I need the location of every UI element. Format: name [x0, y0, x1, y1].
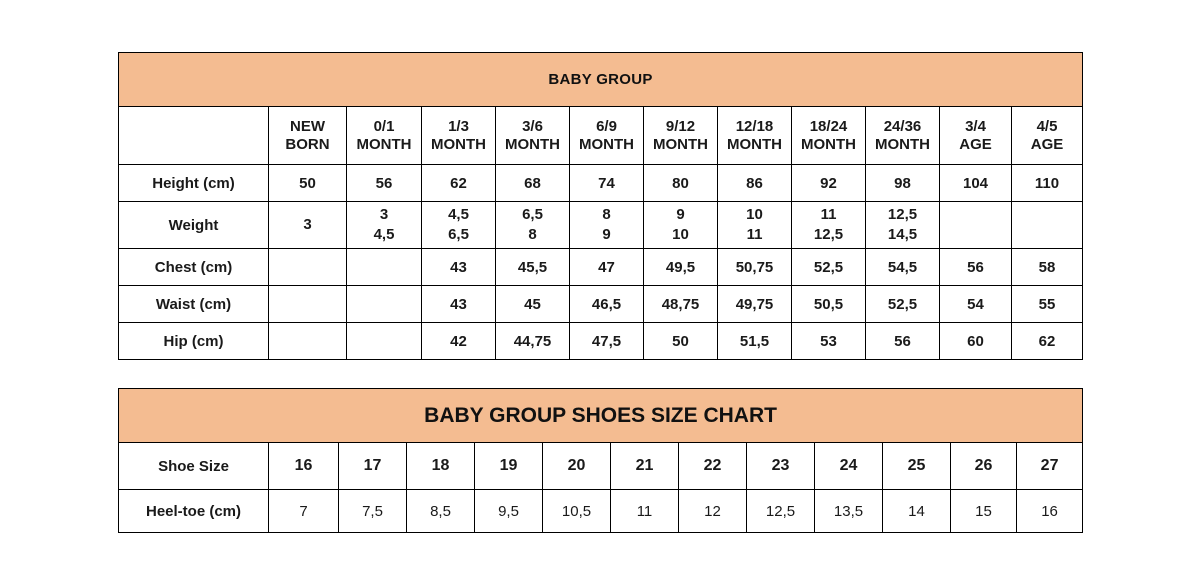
header-line2: BORN [285, 135, 330, 153]
shoes-title: BABY GROUP SHOES SIZE CHART [119, 389, 1083, 443]
shoe-size-19: 19 [475, 443, 543, 490]
row-label-hip: Hip (cm) [119, 323, 269, 360]
cell-waist-3-4-age: 54 [940, 286, 1012, 323]
column-header-9-12-month [644, 107, 718, 165]
baby-group-title-row [119, 53, 1083, 107]
cell-hip-3-6-month: 44,75 [496, 323, 570, 360]
value-line2: 12,5 [813, 226, 844, 243]
value-line1: 10 [746, 205, 763, 223]
row-label-chest: Chest (cm) [119, 249, 269, 286]
cell-hip-6-9-month: 47,5 [570, 323, 644, 360]
cell-weight-new-born [269, 202, 347, 249]
heel-toe-25: 14 [883, 490, 951, 533]
table-row [119, 202, 1083, 249]
value-line1: 8 [602, 205, 611, 223]
column-header-new-born [269, 107, 347, 165]
cell-chest-3-4-age: 56 [940, 249, 1012, 286]
row-label-height: Height (cm) [119, 165, 269, 202]
table-row [119, 323, 1083, 360]
row-label-weight: Weight [119, 202, 269, 249]
cell-weight-24-36-month [866, 202, 940, 249]
baby-group-title: BABY GROUP [119, 53, 1083, 107]
column-header-24-36-month [866, 107, 940, 165]
baby-group-header-row [119, 107, 1083, 165]
cell-height-3-6-month: 68 [496, 165, 570, 202]
heel-toe-18: 8,5 [407, 490, 475, 533]
shoe-size-24: 24 [815, 443, 883, 490]
header-line1: 18/24 [809, 118, 848, 136]
cell-weight-0-1-month [347, 202, 422, 249]
heel-toe-21: 11 [611, 490, 679, 533]
cell-weight-9-12-month [644, 202, 718, 249]
header-line1: 0/1 [373, 118, 395, 136]
cell-weight-12-18-month [718, 202, 792, 249]
cell-hip-24-36-month: 56 [866, 323, 940, 360]
cell-height-1-3-month: 62 [422, 165, 496, 202]
value-line1: 12,5 [887, 205, 918, 223]
shoe-size-18: 18 [407, 443, 475, 490]
cell-chest-0-1-month [347, 249, 422, 286]
cell-weight-18-24-month [792, 202, 866, 249]
header-line2: MONTH [653, 135, 708, 153]
cell-waist-12-18-month: 49,75 [718, 286, 792, 323]
cell-waist-6-9-month: 46,5 [570, 286, 644, 323]
row-label-waist: Waist (cm) [119, 286, 269, 323]
heel-toe-16: 7 [269, 490, 339, 533]
cell-chest-3-6-month: 45,5 [496, 249, 570, 286]
table-row [119, 249, 1083, 286]
column-header-3-4-age [940, 107, 1012, 165]
header-line1: 3/6 [522, 118, 543, 136]
cell-chest-4-5-age: 58 [1012, 249, 1083, 286]
column-header-4-5-age [1012, 107, 1083, 165]
header-line2: MONTH [356, 135, 412, 153]
shoe-size-27: 27 [1017, 443, 1083, 490]
cell-height-4-5-age: 110 [1012, 165, 1083, 202]
cell-weight-4-5-age [1012, 202, 1083, 249]
heel-toe-17: 7,5 [339, 490, 407, 533]
heel-toe-24: 13,5 [815, 490, 883, 533]
cell-height-18-24-month: 92 [792, 165, 866, 202]
shoe-size-26: 26 [951, 443, 1017, 490]
shoe-size-23: 23 [747, 443, 815, 490]
heel-toe-label: Heel-toe (cm) [119, 490, 269, 533]
heel-toe-20: 10,5 [543, 490, 611, 533]
shoe-size-17: 17 [339, 443, 407, 490]
value-line1: 3 [379, 205, 389, 223]
value-line2: 9 [602, 226, 611, 243]
cell-waist-9-12-month: 48,75 [644, 286, 718, 323]
value-line2: 10 [672, 226, 689, 243]
cell-height-9-12-month: 80 [644, 165, 718, 202]
cell-waist-24-36-month: 52,5 [866, 286, 940, 323]
table-row [119, 165, 1083, 202]
cell-waist-0-1-month [347, 286, 422, 323]
heel-toe-22: 12 [679, 490, 747, 533]
value-line2: 8 [528, 226, 537, 243]
cell-height-0-1-month: 56 [347, 165, 422, 202]
cell-chest-new-born [269, 249, 347, 286]
header-line1: 6/9 [596, 118, 617, 136]
cell-hip-3-4-age: 60 [940, 323, 1012, 360]
cell-chest-1-3-month: 43 [422, 249, 496, 286]
cell-weight-6-9-month [570, 202, 644, 249]
shoe-size-25: 25 [883, 443, 951, 490]
shoes-size-table [118, 388, 1083, 533]
column-header-6-9-month [570, 107, 644, 165]
header-line1: 9/12 [665, 118, 696, 136]
header-line1: 1/3 [448, 118, 469, 136]
cell-chest-24-36-month: 54,5 [866, 249, 940, 286]
header-line1: 4/5 [1036, 118, 1058, 136]
header-line2: MONTH [579, 135, 634, 153]
value-line1: 4,5 [448, 205, 469, 223]
cell-height-12-18-month: 86 [718, 165, 792, 202]
table-row [119, 490, 1083, 533]
cell-height-new-born: 50 [269, 165, 347, 202]
cell-hip-new-born [269, 323, 347, 360]
cell-hip-12-18-month: 51,5 [718, 323, 792, 360]
header-line1: NEW [290, 118, 325, 136]
table-spacer [118, 360, 1082, 388]
column-header-1-3-month [422, 107, 496, 165]
header-line2: MONTH [727, 135, 782, 153]
shoes-header-row [119, 443, 1083, 490]
cell-waist-4-5-age: 55 [1012, 286, 1083, 323]
baby-group-table [118, 52, 1083, 360]
header-line1: 24/36 [883, 118, 922, 136]
header-line1: 12/18 [735, 118, 774, 136]
table-row [119, 286, 1083, 323]
cell-chest-9-12-month: 49,5 [644, 249, 718, 286]
value-line1: 9 [676, 205, 685, 223]
column-header-3-6-month [496, 107, 570, 165]
header-line2: AGE [959, 135, 992, 153]
heel-toe-23: 12,5 [747, 490, 815, 533]
cell-hip-9-12-month: 50 [644, 323, 718, 360]
shoes-title-row [119, 389, 1083, 443]
heel-toe-19: 9,5 [475, 490, 543, 533]
shoe-size-20: 20 [543, 443, 611, 490]
cell-chest-6-9-month: 47 [570, 249, 644, 286]
shoe-size-21: 21 [611, 443, 679, 490]
value-line2: 14,5 [887, 226, 918, 243]
value-line1: 11 [820, 205, 837, 223]
cell-hip-4-5-age: 62 [1012, 323, 1083, 360]
size-chart-page [118, 52, 1082, 533]
column-header-18-24-month [792, 107, 866, 165]
value-line1: 3 [303, 215, 312, 233]
shoe-size-16: 16 [269, 443, 339, 490]
cell-waist-new-born [269, 286, 347, 323]
header-corner-cell [119, 107, 269, 165]
cell-weight-3-6-month [496, 202, 570, 249]
cell-height-24-36-month: 98 [866, 165, 940, 202]
header-line2: MONTH [505, 135, 560, 153]
cell-height-6-9-month: 74 [570, 165, 644, 202]
cell-waist-3-6-month: 45 [496, 286, 570, 323]
value-line2: 6,5 [448, 226, 469, 243]
heel-toe-27: 16 [1017, 490, 1083, 533]
cell-waist-18-24-month: 50,5 [792, 286, 866, 323]
cell-waist-1-3-month: 43 [422, 286, 496, 323]
column-header-12-18-month [718, 107, 792, 165]
cell-chest-12-18-month: 50,75 [718, 249, 792, 286]
cell-weight-1-3-month [422, 202, 496, 249]
header-line2: MONTH [801, 135, 856, 153]
column-header-0-1-month [347, 107, 422, 165]
header-line2: AGE [1030, 135, 1064, 153]
value-line1: 6,5 [522, 205, 543, 223]
cell-hip-0-1-month [347, 323, 422, 360]
value-line2: 4,5 [373, 226, 395, 243]
header-line1: 3/4 [965, 118, 986, 136]
cell-height-3-4-age: 104 [940, 165, 1012, 202]
value-line2: 11 [746, 226, 763, 243]
shoe-size-22: 22 [679, 443, 747, 490]
heel-toe-26: 15 [951, 490, 1017, 533]
shoe-size-label: Shoe Size [119, 443, 269, 490]
cell-weight-3-4-age [940, 202, 1012, 249]
header-line2: MONTH [875, 135, 930, 153]
header-line2: MONTH [431, 135, 486, 153]
cell-hip-1-3-month: 42 [422, 323, 496, 360]
cell-hip-18-24-month: 53 [792, 323, 866, 360]
cell-chest-18-24-month: 52,5 [792, 249, 866, 286]
